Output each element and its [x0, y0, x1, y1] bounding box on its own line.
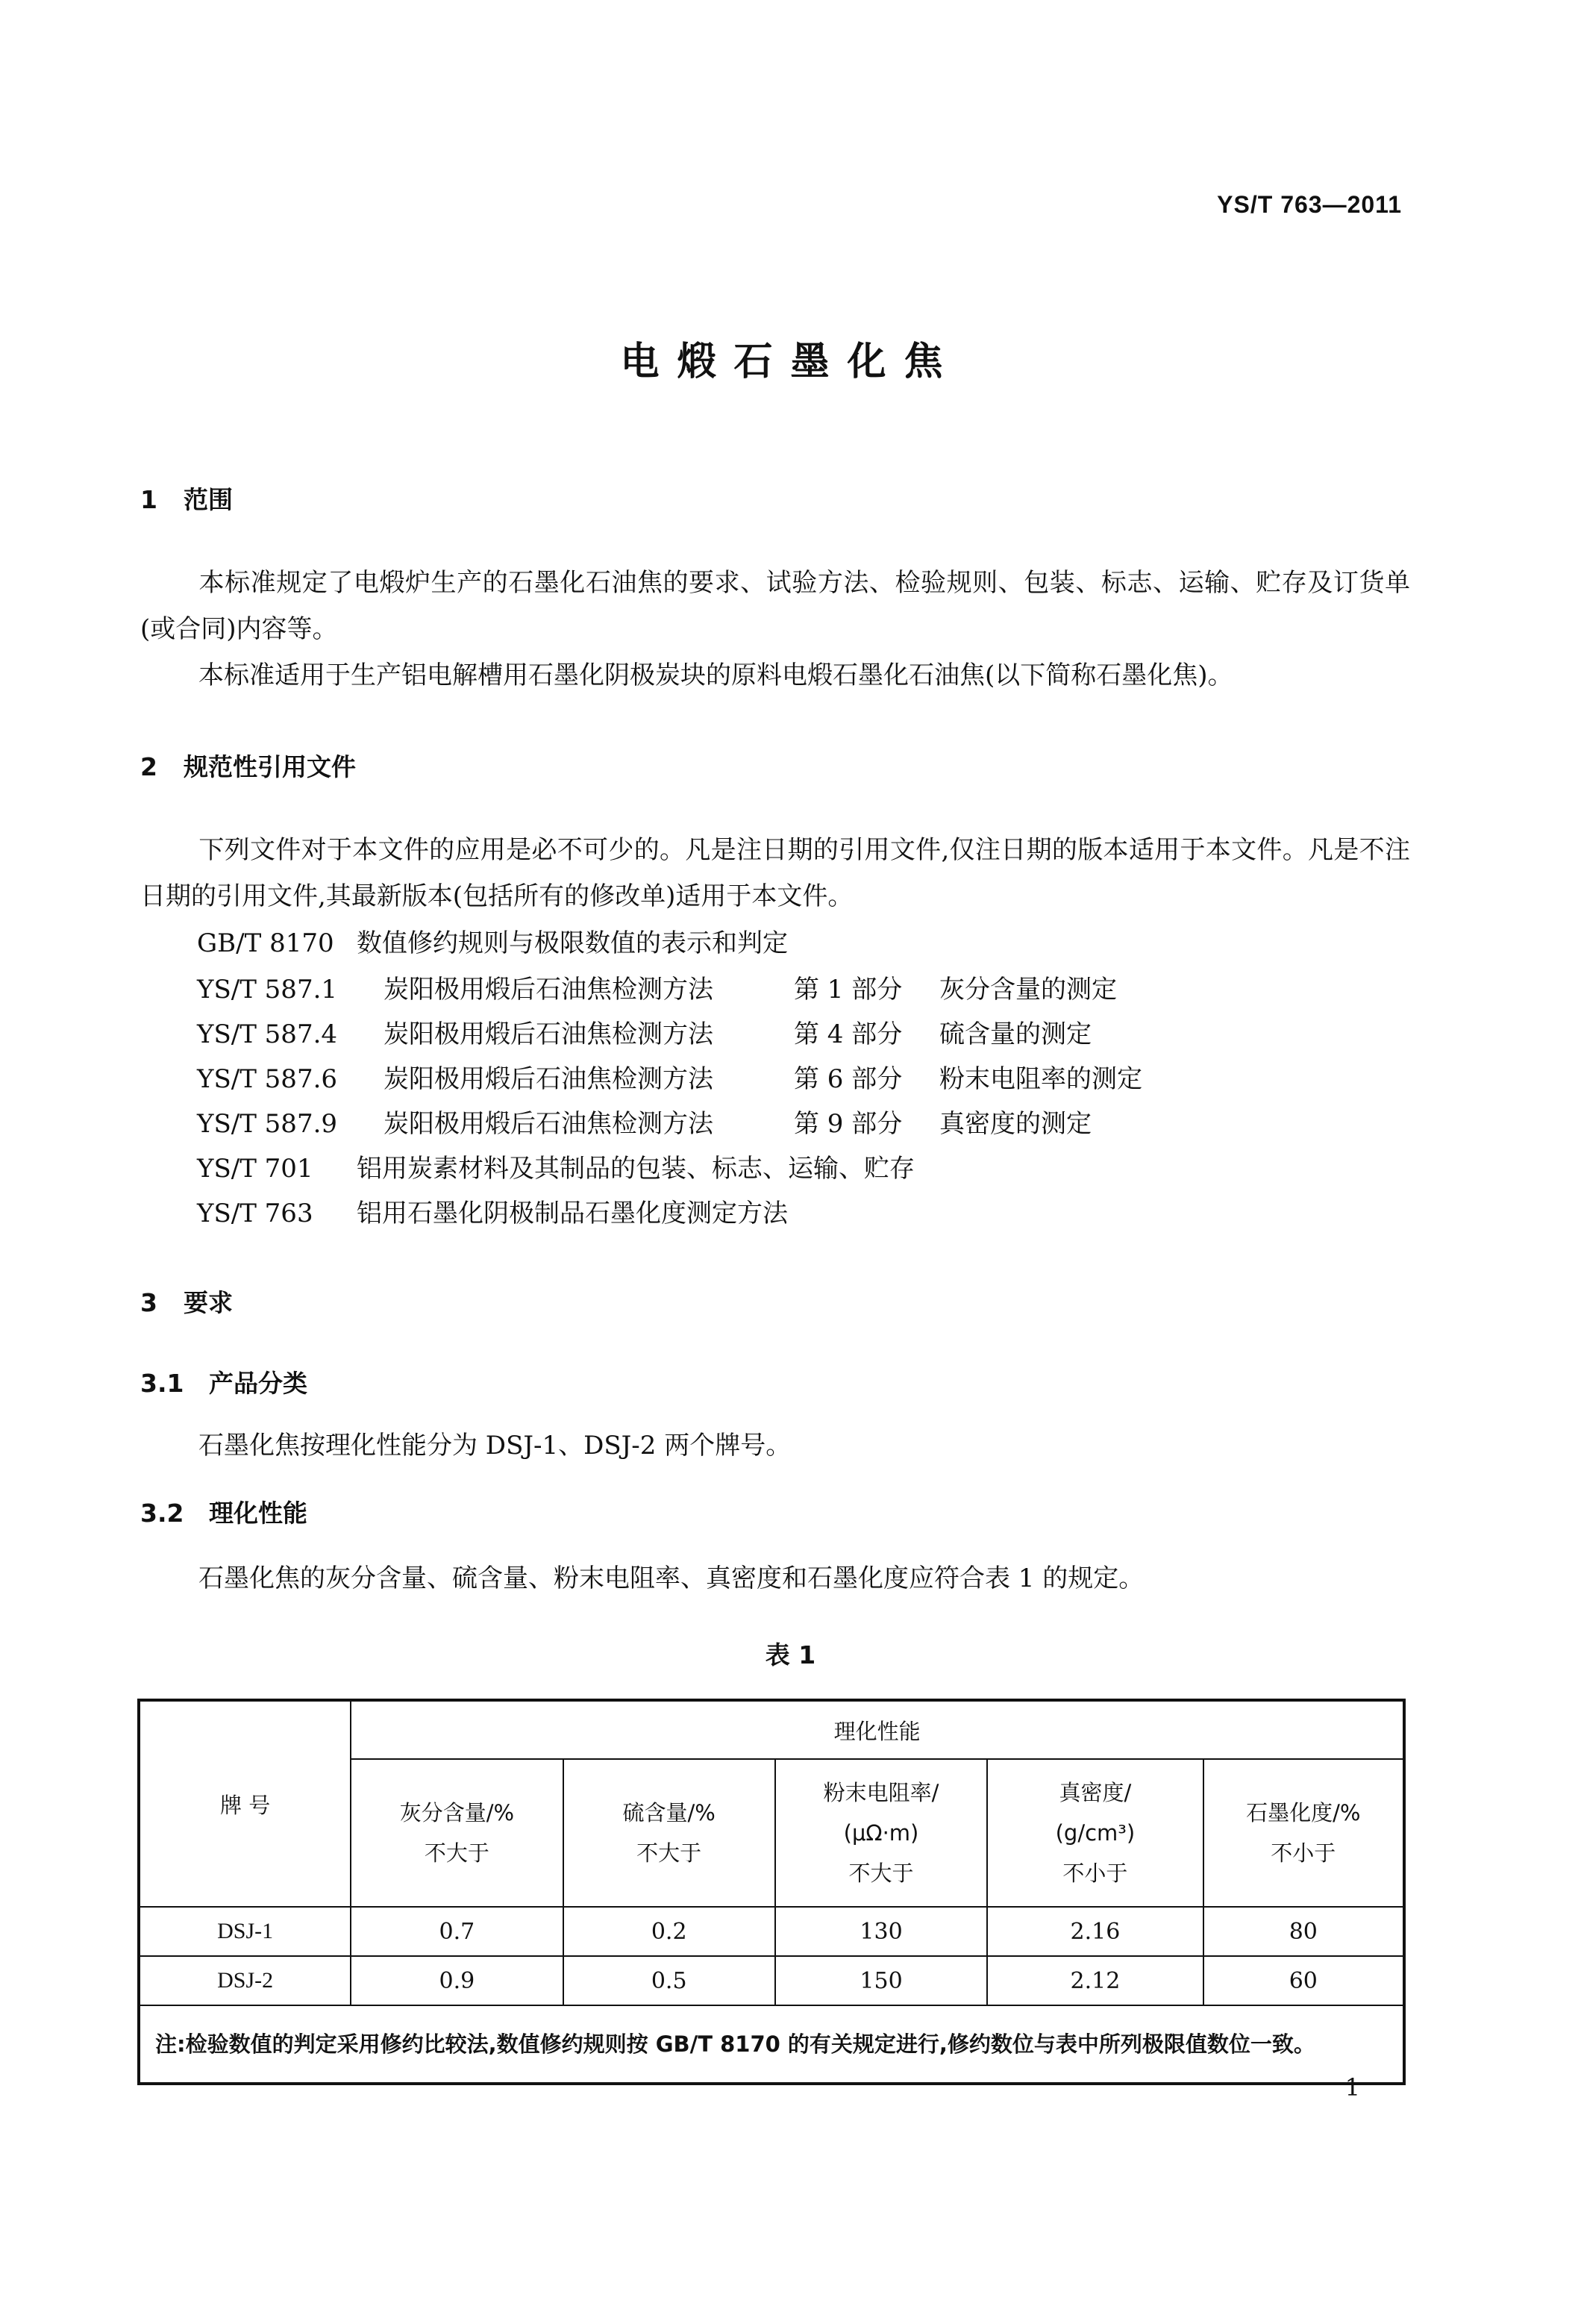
- reference-code: YS/T 701: [197, 1154, 313, 1184]
- standard-code: YS/T 763—2011: [1217, 191, 1402, 218]
- reference-item: [197, 922, 788, 959]
- group-header: 理化性能: [351, 1700, 1404, 1759]
- column-header-graphitization: 石墨化度/% 不小于: [1203, 1759, 1404, 1907]
- reference-title: 数值修约规则与极限数值的表示和判定: [357, 928, 788, 958]
- reference-code: YS/T 763: [197, 1199, 313, 1228]
- column-header-resistivity: 粉末电阻率/ (μΩ·m) 不大于: [775, 1759, 987, 1907]
- reference-item: [197, 1058, 1142, 1095]
- scope-text-2: 本标准适用于生产铝电解槽用石墨化阴极炭块的原料电煅石墨化石油焦(以下简称石墨化焦)。: [198, 660, 1233, 690]
- reference-title: 灰分含量的测定: [939, 975, 1117, 1005]
- ash-cell: 0.7: [351, 1907, 563, 1956]
- column-header-sulfur: 硫含量/% 不大于: [563, 1759, 775, 1907]
- sulfur-cell: 0.2: [563, 1907, 775, 1956]
- table-note-row: [139, 2005, 1404, 2084]
- reference-title: 硫含量的测定: [939, 1019, 1092, 1049]
- true-density-cell: 2.16: [987, 1907, 1203, 1956]
- reference-code: GB/T 8170: [197, 928, 334, 958]
- section-title: 范围: [184, 485, 233, 514]
- section-title: 理化性能: [209, 1499, 307, 1528]
- reference-part: 第 4 部分: [794, 1019, 903, 1049]
- reference-method: 炭阳极用煅后石油焦检测方法: [383, 975, 713, 1005]
- section-number: 2: [140, 752, 157, 781]
- graphitization-cell: 60: [1203, 1956, 1404, 2005]
- reference-item: [197, 1013, 1092, 1050]
- reference-part: 第 6 部分: [794, 1064, 903, 1094]
- resistivity-cell: 130: [775, 1907, 987, 1956]
- table-caption: 表 1: [765, 1640, 816, 1669]
- scope-text-1: 本标准规定了电煅炉生产的石墨化石油焦的要求、试验方法、检验规则、包装、标志、运输、贮存及订货单(或合同)内容等。: [140, 568, 1410, 644]
- section-3-1-heading: [140, 1364, 307, 1399]
- section-3-heading: [140, 1284, 233, 1319]
- reference-title: 真密度的测定: [939, 1109, 1092, 1139]
- reference-method: 炭阳极用煅后石油焦检测方法: [383, 1019, 713, 1049]
- reference-item: [197, 969, 1117, 1005]
- classification-text: 石墨化焦按理化性能分为 DSJ-1、DSJ-2 两个牌号。: [198, 1431, 792, 1461]
- reference-code: YS/T 587.1: [197, 975, 338, 1005]
- true-density-cell: 2.12: [987, 1956, 1203, 2005]
- normative-intro-text: 下列文件对于本文件的应用是必不可少的。凡是注日期的引用文件,仅注日期的版本适用于本文件。凡是不注日期的引用文件,其最新版本(包括所有的修改单)适用于本文件。: [140, 835, 1410, 911]
- grade-cell: DSJ-2: [139, 1956, 351, 2005]
- reference-item: [197, 1193, 788, 1229]
- reference-title: 铝用炭素材料及其制品的包装、标志、运输、贮存: [357, 1154, 915, 1184]
- section-title: 产品分类: [209, 1369, 307, 1398]
- reference-method: 炭阳极用煅后石油焦检测方法: [383, 1109, 713, 1139]
- section-title: 规范性引用文件: [184, 752, 356, 781]
- resistivity-cell: 150: [775, 1956, 987, 2005]
- column-header-true-density: 真密度/ (g/cm³) 不小于: [987, 1759, 1203, 1907]
- table-note: 注:检验数值的判定采用修约比较法,数值修约规则按 GB/T 8170 的有关规定进行,修约数位与表中所列极限值数位一致。: [139, 2005, 1404, 2084]
- reference-method: 炭阳极用煅后石油焦检测方法: [383, 1064, 713, 1094]
- page-number: 1: [1344, 2073, 1360, 2102]
- section-number: 3.1: [140, 1369, 184, 1398]
- reference-code: YS/T 587.9: [197, 1109, 338, 1139]
- grade-header: 牌 号: [139, 1700, 351, 1907]
- section-1-heading: [140, 481, 233, 516]
- section-number: 1: [140, 485, 157, 514]
- section-title: 要求: [184, 1288, 233, 1317]
- reference-item: [197, 1103, 1092, 1140]
- table-row: [139, 1956, 1404, 2005]
- normative-intro-paragraph: [140, 827, 1410, 919]
- reference-item: [197, 1148, 915, 1184]
- properties-table: [137, 1699, 1406, 2085]
- section-number: 3.2: [140, 1499, 184, 1528]
- table-header-row: [139, 1700, 1404, 1759]
- table-row: [139, 1907, 1404, 1956]
- graphitization-cell: 80: [1203, 1907, 1404, 1956]
- classification-paragraph: [140, 1422, 1410, 1469]
- section-2-heading: [140, 748, 356, 783]
- grade-cell: DSJ-1: [139, 1907, 351, 1956]
- scope-paragraph-1: [140, 560, 1410, 652]
- properties-text: 石墨化焦的灰分含量、硫含量、粉末电阻率、真密度和石墨化度应符合表 1 的规定。: [198, 1564, 1145, 1593]
- reference-code: YS/T 587.4: [197, 1019, 338, 1049]
- reference-code: YS/T 587.6: [197, 1064, 338, 1094]
- section-number: 3: [140, 1288, 157, 1317]
- column-header-ash: 灰分含量/% 不大于: [351, 1759, 563, 1907]
- scope-paragraph-2: [140, 652, 1410, 699]
- section-3-2-heading: [140, 1494, 307, 1529]
- reference-title: 铝用石墨化阴极制品石墨化度测定方法: [357, 1199, 788, 1228]
- ash-cell: 0.9: [351, 1956, 563, 2005]
- sulfur-cell: 0.5: [563, 1956, 775, 2005]
- document-title: 电煅石墨化焦: [620, 340, 961, 384]
- reference-part: 第 1 部分: [794, 975, 903, 1005]
- reference-title: 粉末电阻率的测定: [939, 1064, 1142, 1094]
- reference-part: 第 9 部分: [794, 1109, 903, 1139]
- properties-paragraph: [140, 1555, 1410, 1602]
